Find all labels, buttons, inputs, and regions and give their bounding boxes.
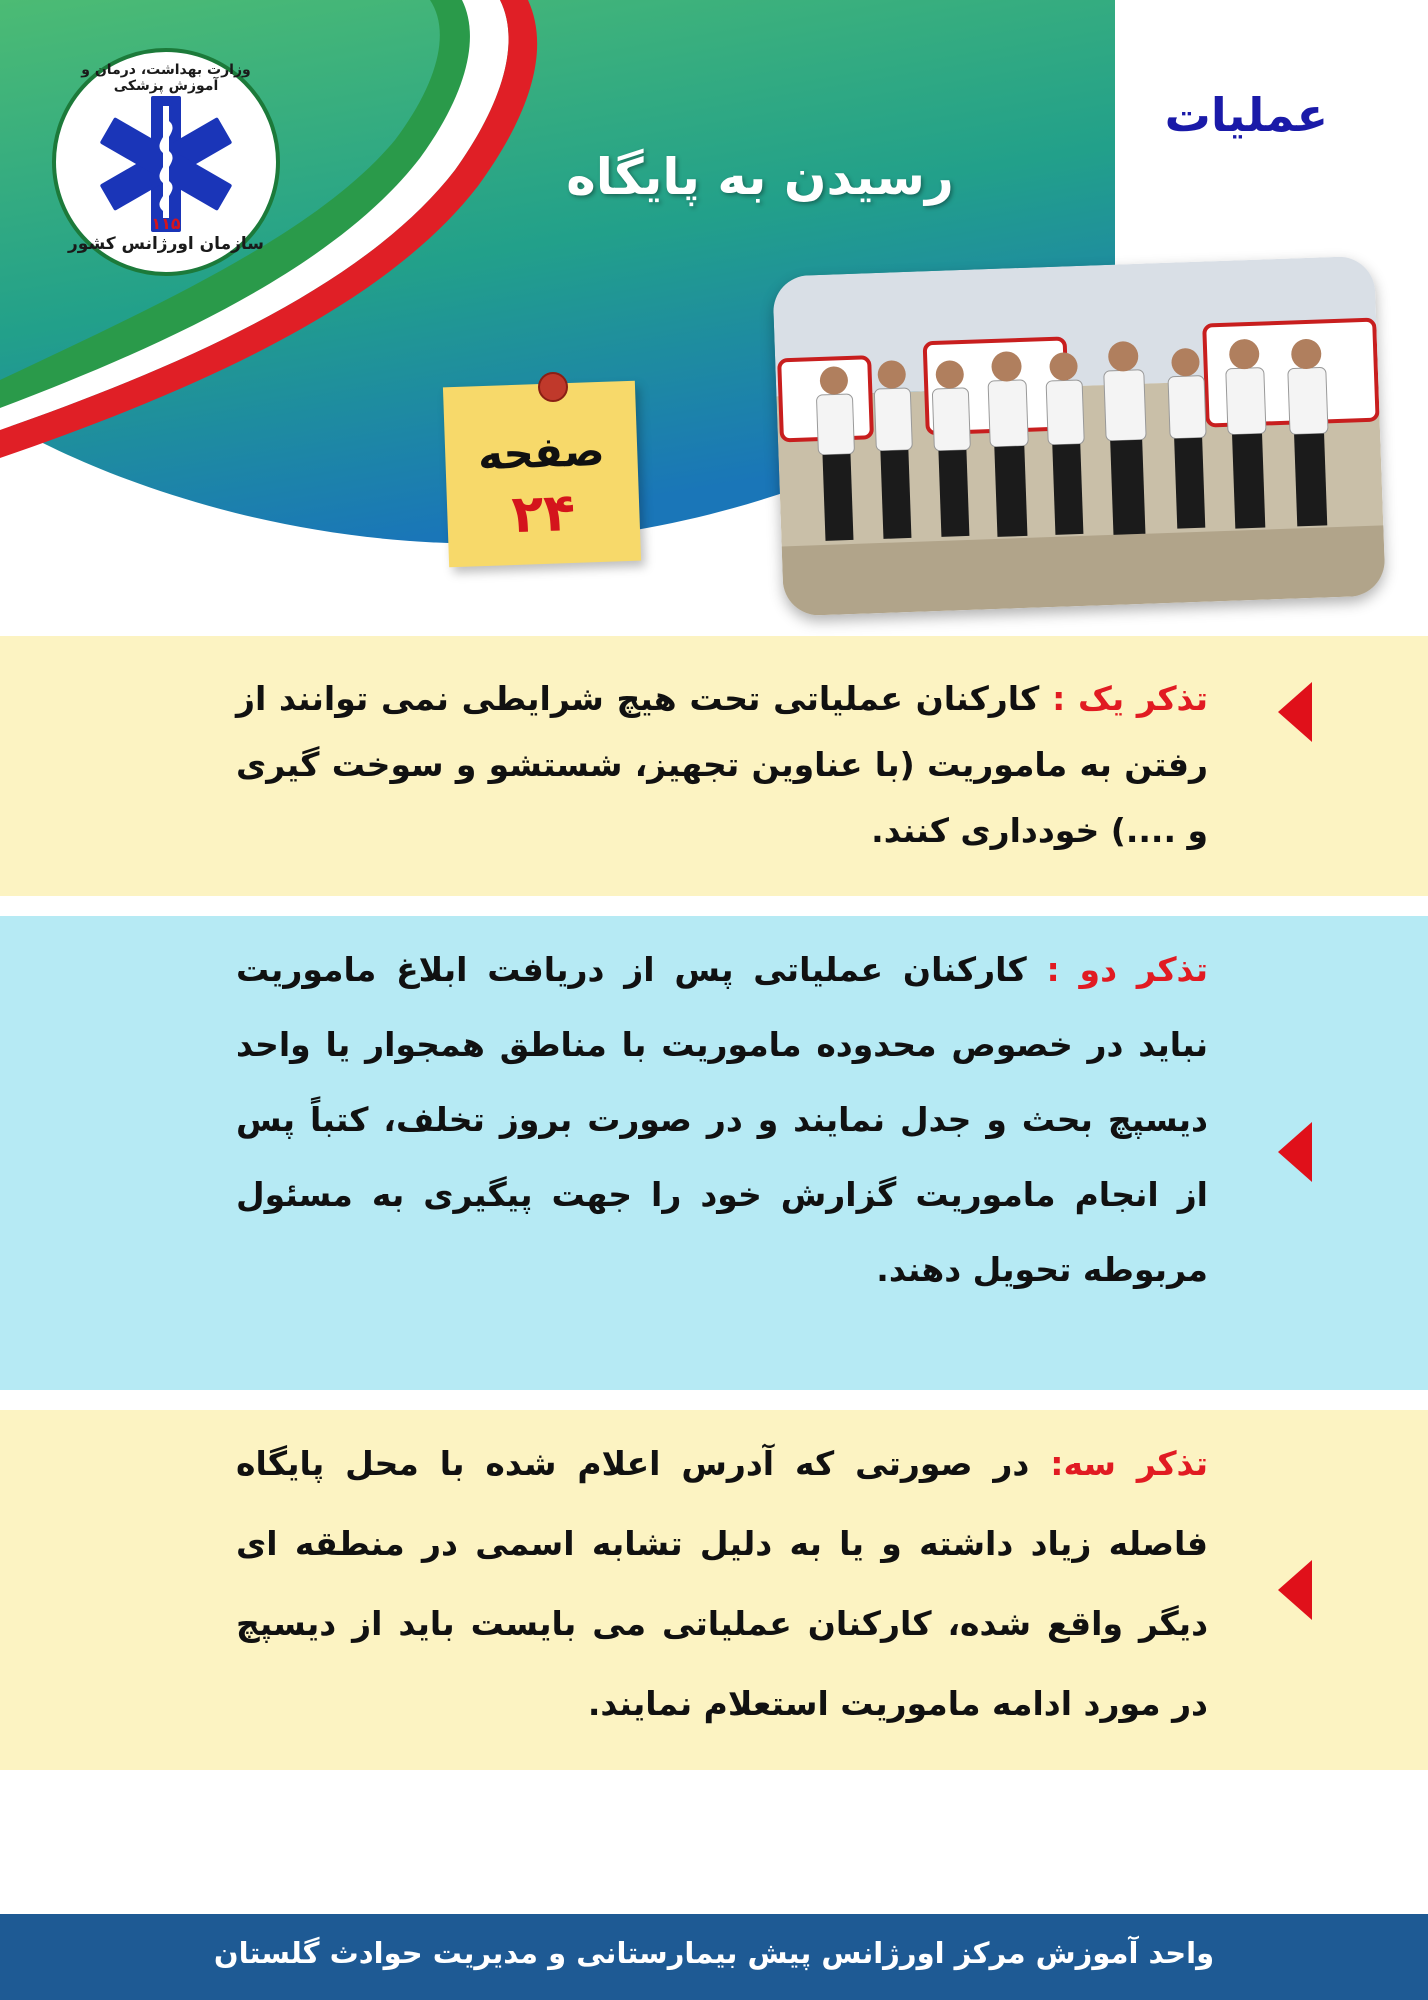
team-photo [772, 256, 1385, 617]
triangle-marker-icon [1278, 1122, 1312, 1182]
footer-text: واحد آموزش مرکز اورژانس پیش بیمارستانی و مدیریت حوادث گلستان [213, 1936, 1215, 1970]
section-label: عملیات [1164, 88, 1328, 142]
triangle-marker-icon [1278, 682, 1312, 742]
note-1-text [236, 666, 1208, 864]
note-2-text [236, 932, 1208, 1307]
note-3-lead: تذکر سه: [1050, 1444, 1208, 1483]
pushpin-icon [538, 372, 568, 402]
logo-bottom-text: سازمان اورژانس کشور [68, 234, 264, 254]
ems-staff-photo [772, 256, 1385, 617]
header-banner [0, 0, 1428, 600]
note-1-lead: تذکر یک : [1052, 679, 1208, 718]
note-3-body: در صورتی که آدرس اعلام شده با محل پایگاه فاصله زیاد داشته و یا به دلیل تشابه اسمی در منطقه ای دیگر واقع شده، کارکنان عملیاتی می بایست باید از دیسپچ در مورد ادامه ماموریت استعلام نمایند. [236, 1444, 1208, 1723]
page-number: ۲۴ [510, 482, 577, 546]
note-band-1 [0, 636, 1428, 896]
note-band-2 [0, 916, 1428, 1390]
footer-bar [0, 1914, 1428, 2000]
page-title: رسیدن به پایگاه [566, 148, 954, 206]
note-2-lead: تذکر دو : [1046, 950, 1208, 989]
triangle-marker-icon [1278, 1560, 1312, 1620]
page-sticky-note [443, 381, 641, 568]
logo-number: ۱۱۵ [151, 214, 181, 233]
note-2-body: کارکنان عملیاتی پس از دریافت ابلاغ ماموریت نباید در خصوص محدوده ماموریت با مناطق همجوار یا واحد دیسپچ بحث و جدل نمایند و در صورت بروز تخلف، کتباً پس از انجام ماموریت گزارش خود را جهت پیگیری به مسئول مربوطه تحویل دهند. [236, 950, 1208, 1289]
note-band-3 [0, 1410, 1428, 1770]
page-label: صفحه [477, 425, 606, 480]
note-3-text [236, 1424, 1208, 1744]
logo-top-text: وزارت بهداشت، درمان و آموزش پزشکی [81, 62, 251, 94]
ems-logo [52, 48, 280, 276]
note-1-body: کارکنان عملیاتی تحت هیچ شرایطی نمی توانند از رفتن به ماموریت (با عناوین تجهیز، شستشو و سوخت گیری و ....) خودداری کنند. [236, 679, 1208, 850]
